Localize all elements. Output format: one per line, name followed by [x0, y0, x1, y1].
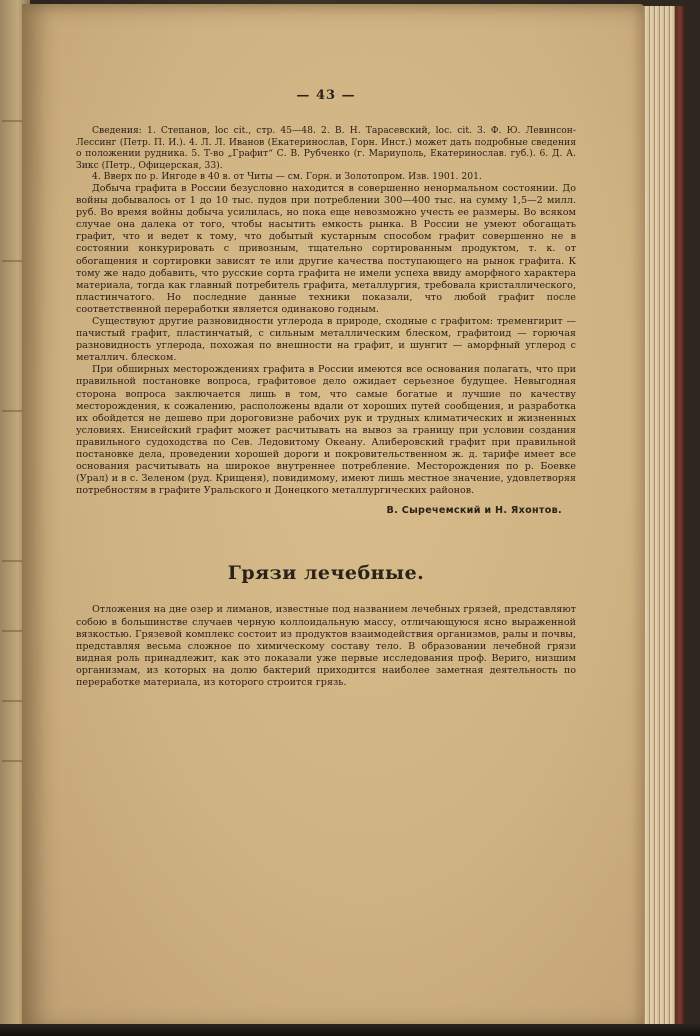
section-paragraph: Отложения на дне озер и лиманов, известные под названием лечебных грязей, представляют собою в большинстве случаев черную коллоидальную массу, отличающуюся ясно выраженной вязкостью. Грязевой комплекс состоит из продуктов взаимодействия организмов, ралы и почвы, представляя весьма сложное по химическому составу тело. В образовании лечебной грязи видная роль принадлежит, как это показали уже первые исследования проф. Вериго, низшим организмам, из которых на долю бактерий приходится наиболее заметная деятельность по переработке материала, из которого строится грязь. [76, 604, 576, 688]
bottom-shadow [0, 1024, 700, 1036]
body-paragraph: Добыча графита в России безусловно находится в совершенно ненормальном состоянии. До войны добывалось от 1 до 10 тыс. пудов при потреблении 300—400 тыс. на сумму 1,5—2 милл. руб. Во время войны добыча усилилась, но пока еще невозможно учесть ее размеры. Во всяком случае она далека от того, чтобы насытить емкость рынка. В России не умеют обогащать графит, что и ведет к тому, что добытый кустарным способом графит совершенно не в состоянии конкурировать с привозным, тщательно сортированным продуктом, т. к. от обогащения и сортировки зависят те или другие качества поступающего на рынок графита. К тому же надо добавить, что русские сорта графита не имели успеха ввиду аморфного характера материала, тогда как главный потребитель графита, металлургия, требовала кристаллического, пластинчатого. Но последние данные техники показали, что любой графит после соответственной переработки является одинаково годным. [76, 182, 576, 315]
body-paragraph: При обширных месторождениях графита в России имеются все основания полагать, что при правильной постановке вопроса, графитовое дело ожидает серьезное будущее. Невыгодная сторона вопроса заключается лишь в том, что самые богатые и лучшие по качеству месторождения, к сожалению, расположены вдали от хороших путей сообщения, и разработка их обойдется не дешево при дороговизне рабочих рук и трудных климатических и жизненных условиях. Енисейский графит может расчитывать на вывоз за границу при условии создания правильного судоходства по Сев. Ледовитому Океану. Алиберовский графит при правильной постановке дела, проведении хорошей дороги и покровительственном ж. д. тарифе имеет все основания расчитывать на широкое внутреннее потребление. Месторождения по р. Боевке (Урал) и в с. Зеленом (руд. Крищеня), повидимому, имеют лишь местное значение, удовлетворяя потребностям в графите Уральского и Донецкого металлургических районов. [76, 364, 576, 497]
author-signature: В. Сыречемский и Н. Яхонтов. [386, 505, 562, 517]
body-paragraph: Существуют другие разновидности углерода в природе, сходные с графитом: тременгирит — пачистый графит, пластинчатый, с сильным металлическим блеском, графитоид — горючая разновидность углерода, похожая по внешности на графит, и шунгит — аморфный углерод с металлич. блеском. [76, 316, 576, 364]
note-paragraph: 4. Вверх по р. Ингоде в 40 в. от Читы — см. Горн. и Золотопром. Изв. 1901. 201. [92, 171, 482, 183]
book-page [22, 4, 644, 1030]
page-number: — 43 — [296, 88, 356, 103]
section-heading: Грязи лечебные. [227, 562, 425, 585]
book-cover-edge [675, 6, 685, 1030]
sources-paragraph: Сведения: 1. Степанов, loc cit., стр. 45—48. 2. В. Н. Тарасевский, loc. cit. 3. Ф. Ю. Левинсон-Лессинг (Петр. П. И.). 4. Л. Л. Иванов (Екатеринослав, Горн. Инст.) может дать подробные сведения о положении рудника. 5. Т-во „Графит“ С. В. Рубченко (г. Мариуполь, Екатеринослав. губ.). 6. Д. А. Зикс (Петр., Офицерская, 33). [76, 125, 576, 171]
page-content [76, 88, 576, 689]
